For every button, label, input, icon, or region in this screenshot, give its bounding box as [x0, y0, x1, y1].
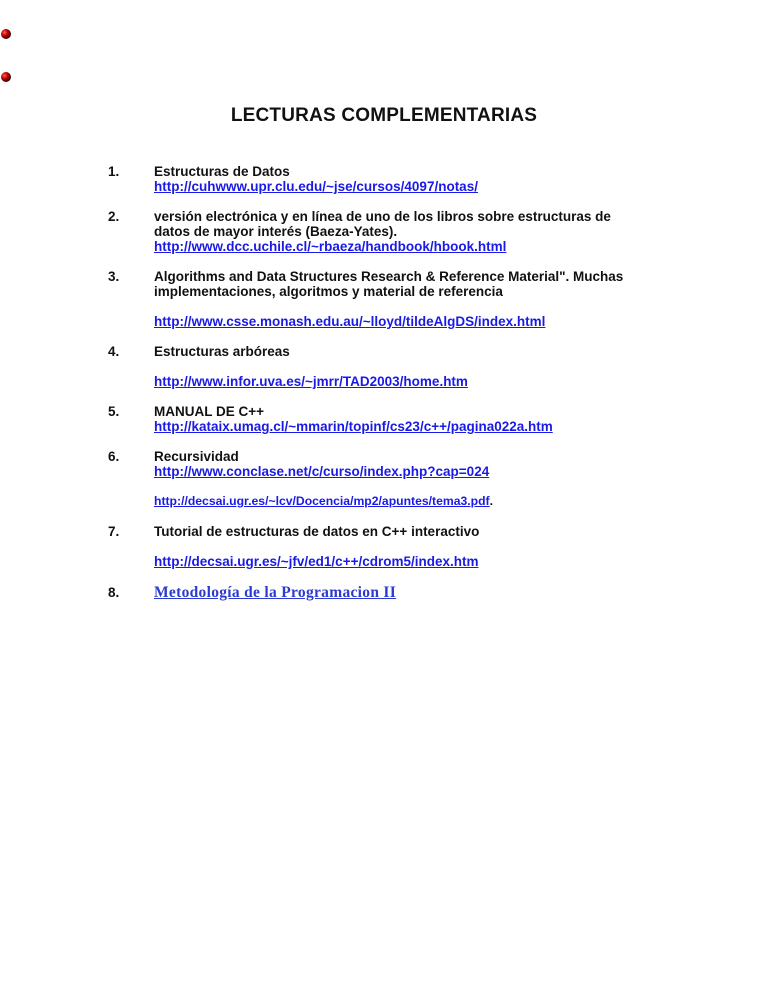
item-text: versión electrónica y en línea de uno de los libros sobre estructuras de — [154, 209, 611, 224]
list-item — [108, 584, 728, 602]
list-item — [108, 269, 728, 329]
item-text: Algorithms and Data Structures Research & Reference Material". Muchas — [154, 269, 624, 284]
spacer — [108, 434, 728, 449]
item-link[interactable]: http://cuhwww.upr.clu.edu/~jse/cursos/4097/notas/ — [154, 179, 478, 194]
item-link[interactable]: http://www.conclase.net/c/curso/index.php?cap=024 — [154, 464, 490, 479]
spacer — [108, 254, 728, 269]
item-text: implementaciones, algoritmos y material de referencia — [154, 284, 503, 299]
item-number: 5. — [108, 404, 120, 419]
item-text: Recursividad — [154, 449, 239, 464]
item-link[interactable]: http://www.csse.monash.edu.au/~lloyd/tildeAlgDS/index.html — [154, 314, 546, 329]
red-bullet-icon — [1, 72, 11, 82]
item-number: 3. — [108, 269, 120, 284]
item-link[interactable]: http://decsai.ugr.es/~jfv/ed1/c++/cdrom5/index.htm — [154, 554, 479, 569]
spacer — [108, 194, 728, 209]
item-text: Estructuras de Datos — [154, 164, 290, 179]
item-number: 2. — [108, 209, 120, 224]
spacer — [108, 569, 728, 584]
list-item — [108, 449, 728, 509]
item-number: 1. — [108, 164, 120, 179]
list-item — [108, 209, 728, 254]
item-text: Estructuras arbóreas — [154, 344, 290, 359]
spacer — [108, 509, 728, 524]
item-link[interactable]: Metodología de la Programacion II — [154, 584, 397, 601]
reading-list — [108, 164, 728, 602]
trailing-period: . — [489, 494, 493, 508]
item-number: 6. — [108, 449, 120, 464]
page-title: LECTURAS COMPLEMENTARIAS — [230, 105, 538, 126]
item-text: datos de mayor interés (Baeza-Yates). — [154, 224, 398, 239]
item-link[interactable]: http://www.dcc.uchile.cl/~rbaeza/handbook/hbook.html — [154, 239, 507, 254]
item-number: 7. — [108, 524, 120, 539]
item-text: Tutorial de estructuras de datos en C++ interactivo — [154, 524, 480, 539]
red-bullet-icon — [1, 29, 11, 39]
item-link[interactable]: http://www.infor.uva.es/~jmrr/TAD2003/home.htm — [154, 374, 468, 389]
item-number: 8. — [108, 585, 120, 600]
list-item — [108, 344, 728, 389]
item-number: 4. — [108, 344, 120, 359]
item-link[interactable]: http://kataix.umag.cl/~mmarin/topinf/cs23/c++/pagina022a.htm — [154, 419, 553, 434]
list-item — [108, 524, 728, 569]
item-link[interactable]: http://decsai.ugr.es/~lcv/Docencia/mp2/apuntes/tema3.pdf — [154, 494, 490, 508]
spacer — [108, 389, 728, 404]
item-text: MANUAL DE C++ — [154, 404, 265, 419]
list-item — [108, 404, 728, 434]
list-item — [108, 164, 728, 194]
spacer — [108, 329, 728, 344]
